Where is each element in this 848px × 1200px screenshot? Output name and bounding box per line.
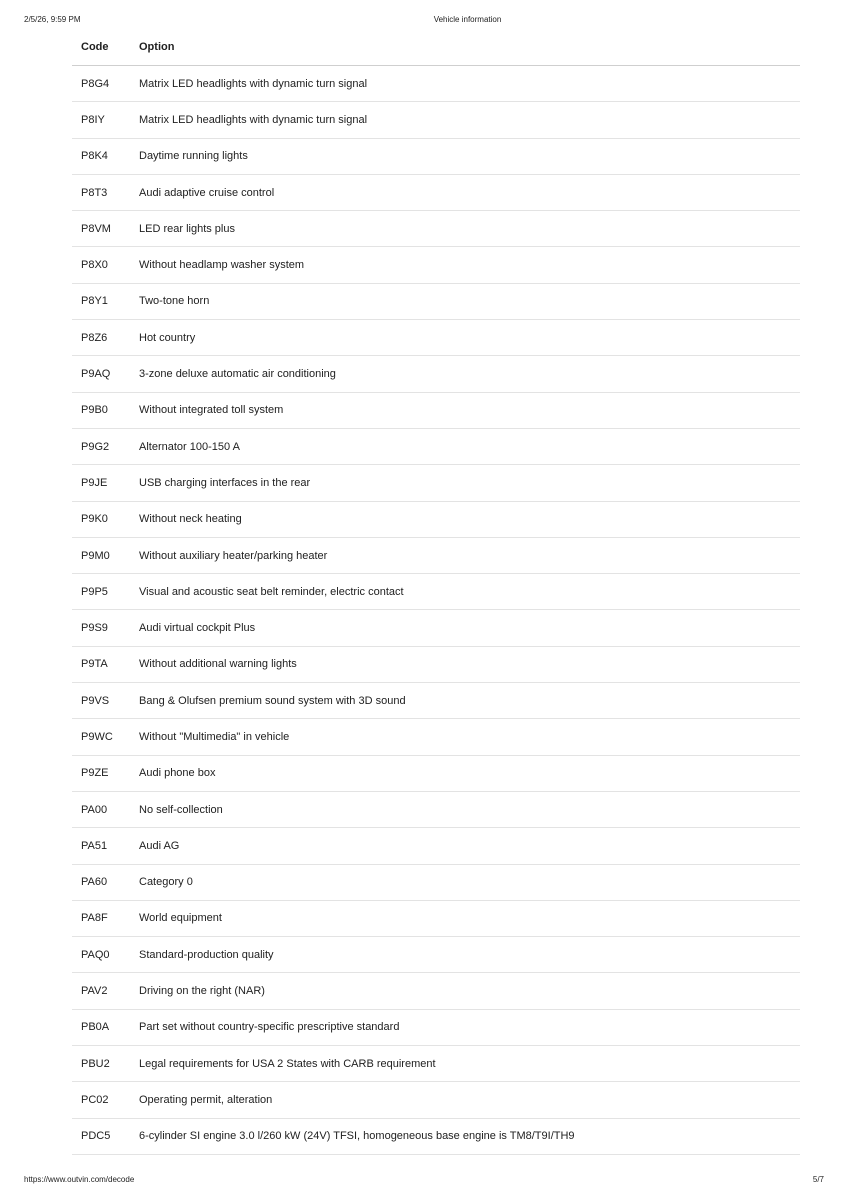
option-description: Audi adaptive cruise control — [139, 186, 275, 199]
option-code: PAQ0 — [81, 948, 110, 961]
option-code: P9P5 — [81, 585, 108, 598]
option-code: P9JE — [81, 476, 108, 489]
option-code: P8Z6 — [81, 331, 108, 344]
option-code: PBU2 — [81, 1057, 110, 1070]
table-row — [72, 574, 800, 610]
table-row — [72, 211, 800, 247]
option-description: Two-tone horn — [139, 295, 210, 308]
table-row — [72, 139, 800, 175]
option-code: P9AQ — [81, 368, 111, 381]
footer-url: https://www.outvin.com/decode — [24, 1175, 135, 1184]
table-row — [72, 937, 800, 973]
option-description: Matrix LED headlights with dynamic turn signal — [139, 113, 368, 126]
table-row — [72, 1010, 800, 1046]
table-row — [72, 320, 800, 356]
option-description: Bang & Olufsen premium sound system with 3D sound — [139, 694, 406, 707]
option-description: LED rear lights plus — [139, 222, 235, 235]
option-description: Daytime running lights — [139, 150, 248, 163]
option-description: Audi AG — [139, 839, 180, 852]
option-description: USB charging interfaces in the rear — [139, 476, 311, 489]
option-description: Audi phone box — [139, 767, 216, 780]
option-code: PDC5 — [81, 1130, 111, 1143]
option-code: P9VS — [81, 694, 110, 707]
option-code: P9WC — [81, 730, 113, 743]
table-row — [72, 792, 800, 828]
option-description: 3-zone deluxe automatic air conditioning — [139, 368, 336, 381]
option-description: Part set without country-specific prescriptive standard — [139, 1021, 400, 1034]
option-code: PA00 — [81, 803, 108, 816]
table-header-row — [72, 28, 800, 66]
option-code: P8IY — [81, 113, 105, 126]
option-code: PB0A — [81, 1021, 110, 1034]
table-row — [72, 538, 800, 574]
option-code: P9S9 — [81, 622, 108, 635]
table-row — [72, 66, 800, 102]
option-description: Without auxiliary heater/parking heater — [139, 549, 328, 562]
table-row — [72, 756, 800, 792]
table-row — [72, 1119, 800, 1155]
table-row — [72, 284, 800, 320]
option-description: Hot country — [139, 331, 196, 344]
option-description: 6-cylinder SI engine 3.0 l/260 kW (24V) TFSI, homogeneous base engine is TM8/T9I/TH9 — [139, 1130, 575, 1143]
option-description: Standard-production quality — [139, 948, 274, 961]
table-row — [72, 429, 800, 465]
table-row — [72, 683, 800, 719]
option-code: P8X0 — [81, 259, 108, 272]
table-row — [72, 610, 800, 646]
option-code: P9K0 — [81, 513, 108, 526]
table-row — [72, 1082, 800, 1118]
vehicle-options-table — [72, 28, 800, 1155]
option-code: PA60 — [81, 876, 108, 889]
option-description: Without integrated toll system — [139, 404, 284, 417]
table-row — [72, 393, 800, 429]
table-row — [72, 356, 800, 392]
option-description: Visual and acoustic seat belt reminder, electric contact — [139, 585, 404, 598]
table-row — [72, 175, 800, 211]
option-description: Matrix LED headlights with dynamic turn signal — [139, 77, 368, 90]
option-code: P9M0 — [81, 549, 110, 562]
table-row — [72, 247, 800, 283]
table-row — [72, 502, 800, 538]
option-description: Without headlamp washer system — [139, 259, 305, 272]
option-code: P9G2 — [81, 440, 110, 453]
option-code: PA51 — [81, 839, 108, 852]
option-description: Without "Multimedia" in vehicle — [139, 730, 290, 743]
table-body — [72, 66, 800, 1155]
option-description: Alternator 100-150 A — [139, 440, 240, 453]
option-description: No self-collection — [139, 803, 223, 816]
table-row — [72, 102, 800, 138]
page-title: Vehicle information — [433, 15, 502, 24]
column-header-option: Option — [139, 40, 175, 53]
table-row — [72, 828, 800, 864]
option-description: Category 0 — [139, 876, 193, 889]
option-description: Legal requirements for USA 2 States with CARB requirement — [139, 1057, 436, 1070]
option-code: P8K4 — [81, 150, 108, 163]
option-code: PC02 — [81, 1093, 109, 1106]
print-date: 2/5/26, 9:59 PM — [24, 15, 81, 24]
column-header-code: Code — [81, 40, 109, 53]
option-description: Without additional warning lights — [139, 658, 297, 671]
option-code: PAV2 — [81, 985, 108, 998]
table-row — [72, 973, 800, 1009]
option-code: PA8F — [81, 912, 108, 925]
option-code: P8Y1 — [81, 295, 108, 308]
option-description: Without neck heating — [139, 513, 242, 526]
table-row — [72, 647, 800, 683]
table-row — [72, 865, 800, 901]
table-row — [72, 901, 800, 937]
option-description: Operating permit, alteration — [139, 1093, 273, 1106]
option-code: P9TA — [81, 658, 108, 671]
option-code: P8T3 — [81, 186, 108, 199]
table-row — [72, 465, 800, 501]
table-row — [72, 1046, 800, 1082]
table-row — [72, 719, 800, 755]
option-description: Audi virtual cockpit Plus — [139, 622, 256, 635]
option-code: P9B0 — [81, 404, 108, 417]
page-number: 5/7 — [812, 1175, 824, 1184]
option-description: Driving on the right (NAR) — [139, 985, 265, 998]
option-description: World equipment — [139, 912, 222, 925]
option-code: P8G4 — [81, 77, 110, 90]
option-code: P8VM — [81, 222, 111, 235]
option-code: P9ZE — [81, 767, 109, 780]
